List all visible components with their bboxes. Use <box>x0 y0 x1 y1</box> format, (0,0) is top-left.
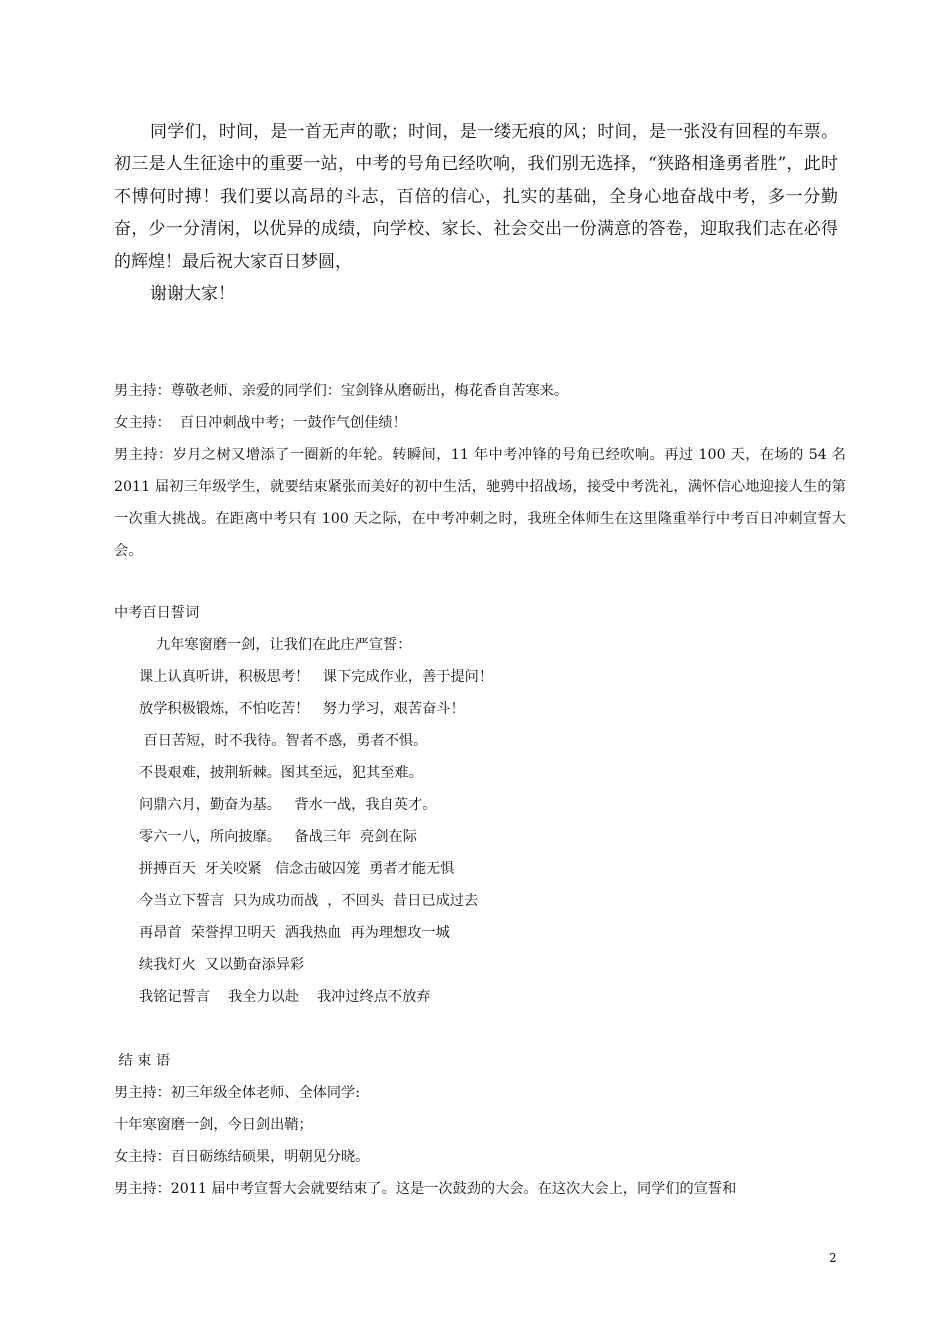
host-line-female-slogan: 女主持： 百日冲刺战中考；一鼓作气创佳绩！ <box>114 415 407 431</box>
closing-line: 十年寒窗磨一剑，今日剑出鞘； <box>114 1117 313 1133</box>
host-paragraph-opening: 男主持：岁月之树又增添了一圈新的年轮。转瞬间，11 年中考冲锋的号角已经吹响。再过 100 天，在场的 54 名 2011 届初三年级学生，就要结束紧张而美好的初中生活，驰骋中招战场，接受中考洗礼，满怀信心地迎接人生的第一次重大挑战。在距离中考只有 100 天之际，在中考冲刺之时，我班全体师生在这里隆重举行中考百日冲刺宣誓大会。 <box>114 447 846 559</box>
oath-line: 拼搏百天 牙关咬紧 信念击破囚笼 勇者才能无惧 <box>139 861 455 877</box>
speech-paragraph: 同学们，时间，是一首无声的歌；时间，是一缕无痕的风；时间，是一张没有回程的车票。初三是人生征途中的重要一站，中考的号角已经吹响，我们别无选择，“狭路相逢勇者胜”，此时不博何时搏！我们要以高昂的斗志，百倍的信心，扎实的基础，全身心地奋战中考，多一分勤奋，少一分清闲，以优异的成绩，向学校、家长、社会交出一份满意的答卷，迎取我们志在必得的辉煌！最后祝大家百日梦圆， <box>114 122 838 272</box>
closing-line: 女主持：百日砺练结硕果，明朝见分晓。 <box>114 1149 370 1165</box>
closing-speech-block <box>114 116 838 310</box>
oath-title: 中考百日誓词 <box>114 605 200 621</box>
oath-line: 零六一八，所向披靡。 备战三年 亮剑在际 <box>139 829 417 845</box>
oath-intro: 九年寒窗磨一剑，让我们在此庄严宣誓： <box>156 637 412 653</box>
oath-line: 课上认真听讲，积极思考！ 课下完成作业，善于提问！ <box>139 669 494 685</box>
oath-line: 放学积极锻炼，不怕吃苦！ 努力学习，艰苦奋斗！ <box>139 701 465 717</box>
oath-line: 不畏艰难，披荆斩棘。图其至远，犯其至难。 <box>139 765 423 781</box>
host-line-male-greeting: 男主持：尊敬老师、亲爱的同学们：宝剑锋从磨砺出，梅花香自苦寒来。 <box>114 383 569 399</box>
closing-line: 男主持：2011 届中考宣誓大会就要结束了。这是一次鼓劲的大会。在这次大会上，同学们的宣誓和 <box>114 1181 737 1197</box>
oath-line: 问鼎六月，勤奋为基。 背水一战，我自英才。 <box>139 797 437 813</box>
oath-line: 再昂首 荣誉捍卫明天 洒我热血 再为理想攻一城 <box>139 925 450 941</box>
oath-line: 百日苦短，时不我待。智者不惑，勇者不惧。 <box>139 733 428 749</box>
page-number: 2 <box>829 1251 837 1265</box>
thanks-line: 谢谢大家！ <box>150 284 235 305</box>
oath-line: 续我灯火 又以勤奋添异彩 <box>139 957 305 973</box>
oath-line: 我铭记誓言 我全力以赴 我冲过终点不放弃 <box>139 989 431 1005</box>
closing-title: 结 束 语 <box>114 1053 171 1069</box>
oath-line: 今当立下誓言 只为成功而战 ，不回头 昔日已成过去 <box>139 893 479 909</box>
closing-line: 男主持：初三年级全体老师、全体同学: <box>114 1085 360 1101</box>
